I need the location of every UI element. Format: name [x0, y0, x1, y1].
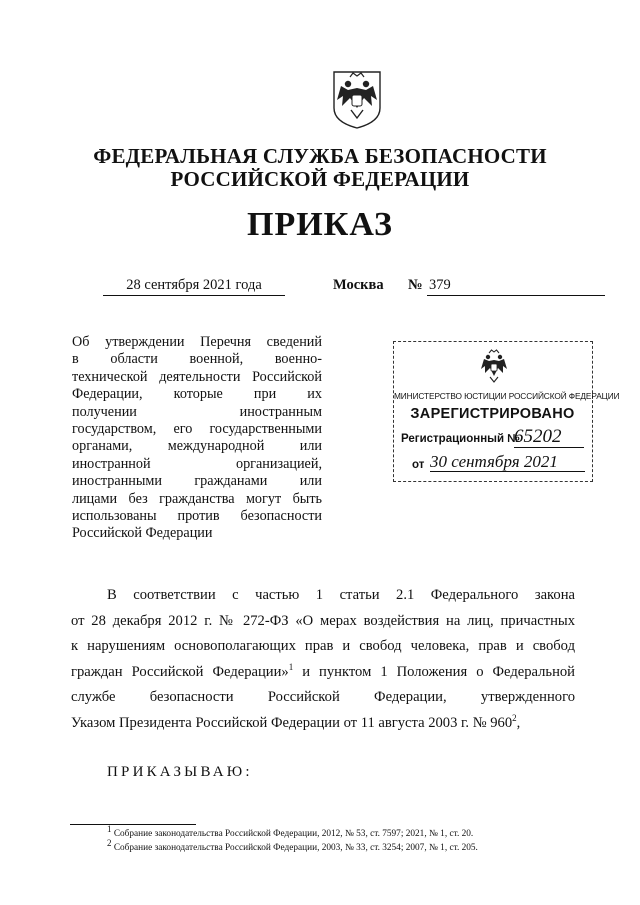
preamble-line-tail: и пунктом 1 Положения о Федеральной	[293, 663, 575, 680]
registration-stamp	[393, 341, 620, 482]
preamble-paragraph	[71, 583, 575, 737]
agency-name-line2: РОССИЙСКОЙ ФЕДЕРАЦИИ	[170, 167, 470, 191]
agency-name-line1: ФЕДЕРАЛЬНАЯ СЛУЖБА БЕЗОПАСНОСТИ	[93, 144, 547, 168]
subject-line: иностранной организацией,	[72, 455, 322, 472]
preamble-line	[71, 711, 575, 737]
stamp-reg-label: Регистрационный №	[401, 433, 521, 445]
subject-line: Российской Федерации	[72, 525, 213, 542]
subject-line: органами, международной или	[72, 438, 322, 455]
order-city: Москва	[333, 277, 384, 293]
preamble-line: к нарушениям основополагающих прав и свобод человека, прав и свобод	[71, 638, 575, 655]
preamble-line: от 28 декабря 2012 г. № 272-ФЗ «О мерах воздействия на лиц, причастных	[71, 612, 575, 629]
subject-line: получении иностранным	[72, 403, 322, 420]
stamp-date-label: от	[412, 459, 425, 471]
order-subject	[72, 334, 322, 543]
subject-line: Об утверждении Перечня сведений	[72, 334, 322, 350]
subject-line: государством, его государственными	[72, 420, 322, 437]
document-type-title: ПРИКАЗ	[247, 206, 393, 243]
subject-line: Федерации, которые при их	[72, 386, 322, 403]
preamble-line: В соответствии с частью 1 статьи 2.1 Федерального закона	[107, 587, 575, 603]
emblem-icon	[330, 68, 384, 130]
footnote-mark: 2	[107, 838, 112, 848]
subject-line: иностранными гражданами или	[72, 473, 322, 490]
preamble-line	[71, 660, 575, 686]
preamble-line-text: Указом Президента Российской Федерации от 11 августа 2003 г. № 960	[71, 714, 513, 731]
subject-line: лицами без гражданства могут быть	[72, 490, 322, 507]
footnote-ref-2: 2	[512, 713, 517, 724]
number-sign: №	[408, 277, 423, 293]
stamp-reg-number: 65202	[514, 427, 584, 448]
stamp-emblem-icon	[479, 348, 509, 384]
footnote	[107, 838, 478, 854]
order-date: 28 сентября 2021 года	[103, 277, 285, 296]
footnote	[107, 824, 474, 840]
preamble-line-text: граждан Российской Федерации»	[71, 663, 289, 680]
subject-line: в области военной, военно-	[72, 351, 322, 368]
order-number: 379	[427, 277, 605, 296]
footnote-text: Собрание законодательства Российской Федерации, 2012, № 53, ст. 7597; 2021, № 1, ст. 20.	[111, 829, 474, 840]
subject-line: технической деятельности Российской	[72, 368, 322, 385]
preamble-line-tail: ,	[516, 714, 521, 731]
subject-line: использованы против безопасности	[72, 507, 322, 524]
decree-word: ПРИКАЗЫВАЮ:	[107, 764, 253, 780]
footnote-text: Собрание законодательства Российской Федерации, 2003, № 33, ст. 3254; 2007, № 1, ст. 205.	[111, 843, 478, 854]
footnote-mark: 1	[107, 824, 112, 834]
preamble-line: службе безопасности Российской Федерации, утвержденного	[71, 689, 575, 706]
footnote-divider	[70, 824, 196, 825]
stamp-date-value: 30 сентября 2021	[430, 452, 585, 472]
stamp-status: ЗАРЕГИСТРИРОВАНО	[410, 406, 575, 422]
footnote-ref-1: 1	[288, 661, 294, 672]
stamp-ministry-name: МИНИСТЕРСТВО ЮСТИЦИИ РОССИЙСКОЙ ФЕДЕРАЦИИ	[394, 391, 620, 401]
